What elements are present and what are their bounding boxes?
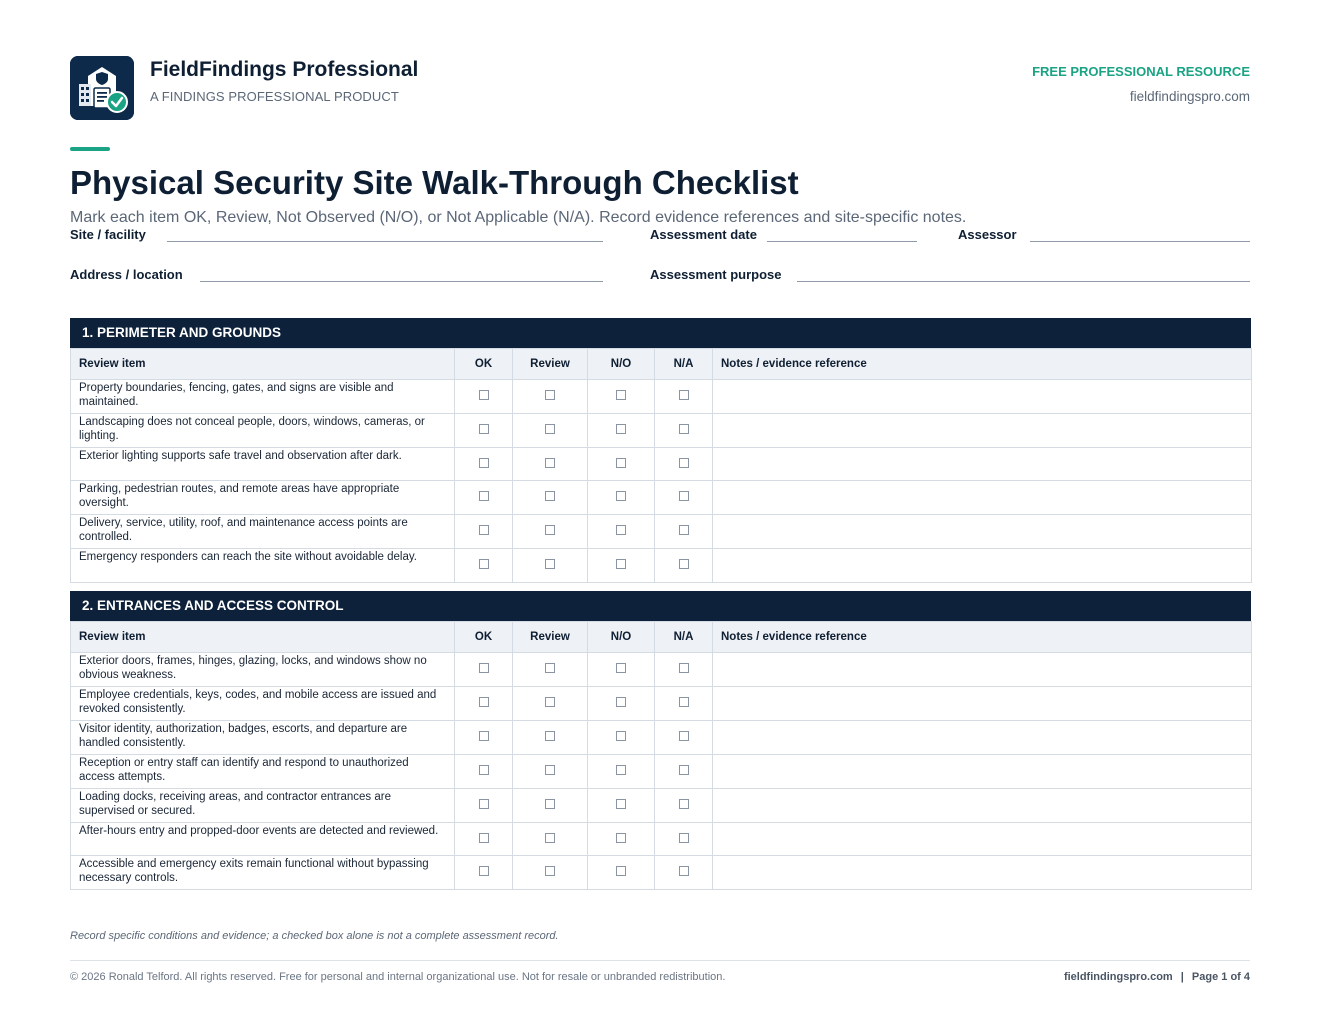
review-checkbox[interactable] xyxy=(545,390,555,400)
review-item-text: Visitor identity, authorization, badges, escorts, and departure are handled consistently. xyxy=(71,721,455,755)
ok-cell xyxy=(455,380,513,414)
review-item-text: Exterior lighting supports safe travel and observation after dark. xyxy=(71,448,455,481)
na-checkbox[interactable] xyxy=(679,390,689,400)
review-checkbox[interactable] xyxy=(545,491,555,501)
assessor-label: Assessor xyxy=(958,227,1017,242)
review-cell xyxy=(513,687,588,721)
review-cell xyxy=(513,515,588,549)
ok-checkbox[interactable] xyxy=(479,866,489,876)
site-url-link[interactable]: fieldfindingspro.com xyxy=(1129,89,1250,104)
ok-cell xyxy=(455,515,513,549)
notes-cell[interactable] xyxy=(713,515,1252,549)
copyright-notice: © 2026 Ronald Telford. All rights reserved. Free for personal and internal organizational use. Not for resale or unbranded redistribution. xyxy=(70,971,726,983)
column-header-notes: Notes / evidence reference xyxy=(713,622,1252,653)
section-header-perimeter: 1. PERIMETER AND GROUNDS xyxy=(70,318,1251,348)
review-item-text: Delivery, service, utility, roof, and maintenance access points are controlled. xyxy=(71,515,455,549)
na-cell xyxy=(655,755,713,789)
notes-cell[interactable] xyxy=(713,755,1252,789)
notes-cell[interactable] xyxy=(713,481,1252,515)
checklist-table-entrances xyxy=(70,621,1252,890)
na-checkbox[interactable] xyxy=(679,731,689,741)
no-cell xyxy=(588,721,655,755)
ok-checkbox[interactable] xyxy=(479,458,489,468)
na-cell xyxy=(655,380,713,414)
review-item-text: Loading docks, receiving areas, and contractor entrances are supervised or secured. xyxy=(71,789,455,823)
review-checkbox[interactable] xyxy=(545,697,555,707)
na-checkbox[interactable] xyxy=(679,525,689,535)
review-cell xyxy=(513,789,588,823)
review-checkbox[interactable] xyxy=(545,559,555,569)
column-header-no: N/O xyxy=(588,622,655,653)
column-header-na: N/A xyxy=(655,349,713,380)
footer-site-link[interactable]: fieldfindingspro.com xyxy=(1063,971,1173,983)
na-cell xyxy=(655,653,713,687)
no-checkbox[interactable] xyxy=(616,424,626,434)
table-row xyxy=(71,653,1252,687)
table-row xyxy=(71,549,1252,582)
no-cell xyxy=(588,789,655,823)
instructions-text: Mark each item OK, Review, Not Observed (N/O), or Not Applicable (N/A). Record evidence references and site-specific notes. xyxy=(70,209,967,226)
na-checkbox[interactable] xyxy=(679,697,689,707)
ok-checkbox[interactable] xyxy=(479,731,489,741)
review-cell xyxy=(513,448,588,481)
footer-separator: | xyxy=(1180,971,1184,983)
table-row xyxy=(71,823,1252,856)
column-header-review: Review xyxy=(513,622,588,653)
document-header xyxy=(70,56,1250,122)
table-row xyxy=(71,448,1252,481)
building-checklist-logo-icon xyxy=(70,56,134,120)
review-checkbox[interactable] xyxy=(545,866,555,876)
column-header-review: Review xyxy=(513,349,588,380)
resource-badge: FREE PROFESSIONAL RESOURCE xyxy=(1032,64,1250,79)
review-cell xyxy=(513,414,588,448)
ok-cell xyxy=(455,856,513,890)
review-checkbox[interactable] xyxy=(545,458,555,468)
na-checkbox[interactable] xyxy=(679,663,689,673)
notes-cell[interactable] xyxy=(713,380,1252,414)
notes-cell[interactable] xyxy=(713,789,1252,823)
no-cell xyxy=(588,549,655,582)
ok-cell xyxy=(455,755,513,789)
no-checkbox[interactable] xyxy=(616,833,626,843)
ok-cell xyxy=(455,448,513,481)
ok-checkbox[interactable] xyxy=(479,765,489,775)
review-cell xyxy=(513,481,588,515)
ok-checkbox[interactable] xyxy=(479,697,489,707)
no-cell xyxy=(588,653,655,687)
section-header-entrances: 2. ENTRANCES AND ACCESS CONTROL xyxy=(70,591,1251,621)
na-cell xyxy=(655,856,713,890)
no-cell xyxy=(588,448,655,481)
no-cell xyxy=(588,856,655,890)
notes-cell[interactable] xyxy=(713,856,1252,890)
address-location-label: Address / location xyxy=(70,267,183,282)
table-row xyxy=(71,856,1252,890)
ok-cell xyxy=(455,481,513,515)
na-cell xyxy=(655,515,713,549)
no-cell xyxy=(588,687,655,721)
no-checkbox[interactable] xyxy=(616,390,626,400)
no-cell xyxy=(588,823,655,856)
column-header-na: N/A xyxy=(655,622,713,653)
ok-checkbox[interactable] xyxy=(479,799,489,809)
table-row xyxy=(71,414,1252,448)
table-header-row xyxy=(71,349,1252,380)
footer-page-info xyxy=(1064,971,1250,983)
assessment-purpose-field[interactable] xyxy=(797,281,1250,282)
ok-checkbox[interactable] xyxy=(479,663,489,673)
column-header-no: N/O xyxy=(588,349,655,380)
brand-subtitle: A FINDINGS PROFESSIONAL PRODUCT xyxy=(150,89,399,104)
review-checkbox[interactable] xyxy=(545,663,555,673)
no-checkbox[interactable] xyxy=(616,525,626,535)
review-cell xyxy=(513,721,588,755)
review-cell xyxy=(513,380,588,414)
table-header-row xyxy=(71,622,1252,653)
na-cell xyxy=(655,414,713,448)
review-checkbox[interactable] xyxy=(545,765,555,775)
ok-checkbox[interactable] xyxy=(479,424,489,434)
na-checkbox[interactable] xyxy=(679,799,689,809)
review-item-text: Exterior doors, frames, hinges, glazing, locks, and windows show no obvious weakness. xyxy=(71,653,455,687)
na-cell xyxy=(655,549,713,582)
notes-cell[interactable] xyxy=(713,653,1252,687)
table-row xyxy=(71,721,1252,755)
na-checkbox[interactable] xyxy=(679,491,689,501)
ok-checkbox[interactable] xyxy=(479,525,489,535)
column-header-review-item: Review item xyxy=(71,622,455,653)
no-checkbox[interactable] xyxy=(616,765,626,775)
table-row xyxy=(71,687,1252,721)
review-cell xyxy=(513,823,588,856)
review-item-text: Property boundaries, fencing, gates, and signs are visible and maintained. xyxy=(71,380,455,414)
review-cell xyxy=(513,856,588,890)
review-cell xyxy=(513,755,588,789)
review-checkbox[interactable] xyxy=(545,833,555,843)
column-header-notes: Notes / evidence reference xyxy=(713,349,1252,380)
review-item-text: Accessible and emergency exits remain functional without bypassing necessary controls. xyxy=(71,856,455,890)
ok-cell xyxy=(455,823,513,856)
no-checkbox[interactable] xyxy=(616,491,626,501)
review-checkbox[interactable] xyxy=(545,799,555,809)
footer-divider xyxy=(70,960,1250,961)
no-checkbox[interactable] xyxy=(616,866,626,876)
ok-cell xyxy=(455,549,513,582)
na-cell xyxy=(655,481,713,515)
table-row xyxy=(71,789,1252,823)
na-checkbox[interactable] xyxy=(679,833,689,843)
table-row xyxy=(71,380,1252,414)
notes-cell[interactable] xyxy=(713,687,1252,721)
notes-cell[interactable] xyxy=(713,549,1252,582)
na-cell xyxy=(655,687,713,721)
ok-cell xyxy=(455,653,513,687)
review-checkbox[interactable] xyxy=(545,424,555,434)
no-checkbox[interactable] xyxy=(616,799,626,809)
no-checkbox[interactable] xyxy=(616,697,626,707)
na-checkbox[interactable] xyxy=(679,559,689,569)
review-checkbox[interactable] xyxy=(545,731,555,741)
site-facility-field[interactable] xyxy=(167,241,603,242)
na-cell xyxy=(655,789,713,823)
ok-cell xyxy=(455,789,513,823)
checklist-table-perimeter xyxy=(70,348,1252,583)
review-item-text: Parking, pedestrian routes, and remote areas have appropriate oversight. xyxy=(71,481,455,515)
table-row xyxy=(71,755,1252,789)
brand-name: FieldFindings Professional xyxy=(150,58,419,81)
na-checkbox[interactable] xyxy=(679,458,689,468)
no-cell xyxy=(588,414,655,448)
table-row xyxy=(71,515,1252,549)
page-title: Physical Security Site Walk-Through Checklist xyxy=(70,164,799,201)
ok-checkbox[interactable] xyxy=(479,491,489,501)
ok-checkbox[interactable] xyxy=(479,559,489,569)
address-location-field[interactable] xyxy=(200,281,603,282)
column-header-ok: OK xyxy=(455,349,513,380)
na-checkbox[interactable] xyxy=(679,866,689,876)
disclaimer-note: Record specific conditions and evidence; a checked box alone is not a complete assessment record. xyxy=(70,930,559,942)
ok-cell xyxy=(455,721,513,755)
review-cell xyxy=(513,549,588,582)
no-checkbox[interactable] xyxy=(616,731,626,741)
review-checkbox[interactable] xyxy=(545,525,555,535)
page-number: Page 1 of 4 xyxy=(1191,971,1250,983)
column-header-ok: OK xyxy=(455,622,513,653)
notes-cell[interactable] xyxy=(713,414,1252,448)
review-item-text: Emergency responders can reach the site without avoidable delay. xyxy=(71,549,455,582)
ok-checkbox[interactable] xyxy=(479,833,489,843)
na-checkbox[interactable] xyxy=(679,765,689,775)
notes-cell[interactable] xyxy=(713,823,1252,856)
no-checkbox[interactable] xyxy=(616,458,626,468)
title-accent-bar xyxy=(70,147,110,151)
no-checkbox[interactable] xyxy=(616,559,626,569)
na-cell xyxy=(655,823,713,856)
no-cell xyxy=(588,755,655,789)
notes-cell[interactable] xyxy=(713,721,1252,755)
ok-checkbox[interactable] xyxy=(479,390,489,400)
assessor-field[interactable] xyxy=(1030,241,1250,242)
review-item-text: After-hours entry and propped-door events are detected and reviewed. xyxy=(71,823,455,856)
notes-cell[interactable] xyxy=(713,448,1252,481)
na-cell xyxy=(655,448,713,481)
assessment-date-label: Assessment date xyxy=(650,227,757,242)
review-cell xyxy=(513,653,588,687)
assessment-date-field[interactable] xyxy=(767,241,917,242)
review-item-text: Employee credentials, keys, codes, and mobile access are issued and revoked consistently. xyxy=(71,687,455,721)
no-cell xyxy=(588,380,655,414)
na-checkbox[interactable] xyxy=(679,424,689,434)
table-row xyxy=(71,481,1252,515)
ok-cell xyxy=(455,687,513,721)
assessment-purpose-label: Assessment purpose xyxy=(650,267,782,282)
site-facility-label: Site / facility xyxy=(70,227,146,242)
no-cell xyxy=(588,481,655,515)
no-checkbox[interactable] xyxy=(616,663,626,673)
na-cell xyxy=(655,721,713,755)
review-item-text: Landscaping does not conceal people, doors, windows, cameras, or lighting. xyxy=(71,414,455,448)
no-cell xyxy=(588,515,655,549)
column-header-review-item: Review item xyxy=(71,349,455,380)
ok-cell xyxy=(455,414,513,448)
review-item-text: Reception or entry staff can identify and respond to unauthorized access attempts. xyxy=(71,755,455,789)
